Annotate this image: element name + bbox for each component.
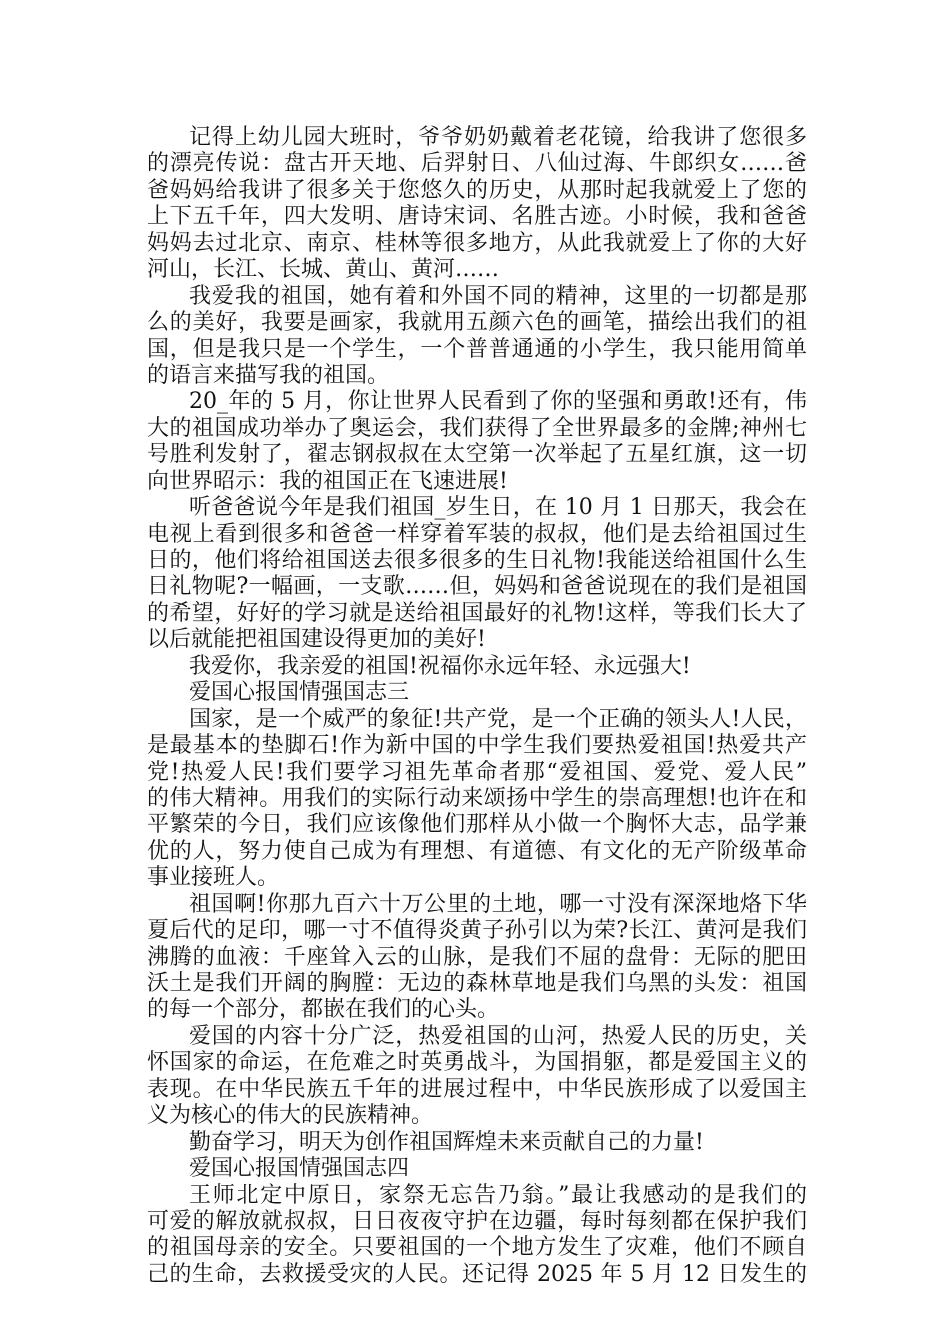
text-line: 河山，长江、长城、黄山、黄河…… bbox=[147, 257, 500, 283]
text-line: 么的美好，我要是画家，我就用五颜六色的画笔，描绘出我们的祖 bbox=[147, 310, 807, 336]
text-line: 可爱的解放就叔叔，日日夜夜守护在边疆，每时每刻都在保护我们 bbox=[147, 1208, 807, 1234]
text-line: 事业接班人。 bbox=[147, 865, 280, 891]
text-line: 夏后代的足印，哪一寸不值得炎黄子孙引以为荣?长江、黄河是我们 bbox=[147, 918, 807, 944]
text-line: 的每一个部分，都嵌在我们的心头。 bbox=[147, 997, 500, 1023]
text-line: 爸妈妈给我讲了很多关于您悠久的历史，从那时起我就爱上了您的 bbox=[147, 177, 807, 203]
text-line: 电视上看到很多和爸爸一样穿着军装的叔叔，他们是去给祖国过生 bbox=[147, 521, 807, 547]
text-line: 沸腾的血液：千座耸入云的山脉，是我们不屈的盘骨：无际的肥田 bbox=[147, 944, 807, 970]
text-line: 勤奋学习，明天为创作祖国辉煌未来贡献自己的力量! bbox=[189, 1129, 704, 1155]
text-line: 以后就能把祖国建设得更加的美好! bbox=[147, 627, 486, 653]
text-line: 日的，他们将给祖国送去很多很多的生日礼物!我能送给祖国什么生 bbox=[147, 548, 807, 573]
text-line: 的语言来描写我的祖国。 bbox=[147, 362, 390, 388]
text-line: 国，但是我只是一个学生，一个普普通通的小学生，我只能用简单 bbox=[147, 336, 807, 362]
text-line: 爱国心报国情强国志四 bbox=[189, 1156, 410, 1182]
text-line: 上下五千年，四大发明、唐诗宋词、名胜古迹。小时候，我和爸爸 bbox=[147, 204, 807, 230]
text-line: 日礼物呢?一幅画，一支歌……但，妈妈和爸爸说现在的我们是祖国 bbox=[147, 574, 807, 600]
text-line: 爱国心报国情强国志三 bbox=[189, 680, 410, 706]
text-line: 是最基本的垫脚石!作为新中国的中学生我们要热爱祖国!热爱共产 bbox=[147, 733, 807, 759]
text-line: 怀国家的命运，在危难之时英勇战斗，为国捐躯，都是爱国主义的 bbox=[147, 1050, 807, 1076]
text-line: 优的人，努力使自己成为有理想、有道德、有文化的无产阶级革命 bbox=[147, 838, 807, 864]
text-line: 沃土是我们开阔的胸膛：无边的森林草地是我们乌黑的头发：祖国 bbox=[147, 971, 807, 996]
text-line: 妈妈去过北京、南京、桂林等很多地方，从此我就爱上了你的大好 bbox=[147, 230, 807, 256]
text-line: 的伟大精神。用我们的实际行动来颂扬中学生的崇高理想!也许在和 bbox=[147, 785, 807, 811]
text-line: 国家，是一个威严的象征!共产党，是一个正确的领头人!人民， bbox=[189, 706, 807, 732]
text-line: 王师北定中原日，家祭无忘告乃翁。”最让我感动的是我们的 bbox=[189, 1182, 807, 1208]
text-line: 祖国啊!你那九百六十万公里的土地，哪一寸没有深深地烙下华 bbox=[189, 891, 807, 917]
text-line: 向世界昭示：我的祖国正在飞速进展! bbox=[147, 468, 508, 494]
text-line: 我爱你，我亲爱的祖国!祝福你永远年轻、永远强大! bbox=[189, 653, 691, 679]
text-line: 大的祖国成功举办了奥运会，我们获得了全世界最多的金牌;神州七 bbox=[147, 415, 807, 441]
text-line: 表现。在中华民族五千年的进展过程中，中华民族形成了以爱国主 bbox=[147, 1076, 807, 1102]
text-line: 听爸爸说今年是我们祖国_岁生日，在 10 月 1 日那天，我会在 bbox=[189, 495, 807, 521]
text-line: 党!热爱人民!我们要学习祖先革命者那“爱祖国、爱党、爱人民” bbox=[147, 759, 807, 785]
text-line: 己的生命，去救援受灾的人民。还记得 2025 年 5 月 12 日发生的 bbox=[147, 1261, 807, 1287]
text-line: 的希望，好好的学习就是送给祖国最好的礼物!这样，等我们长大了 bbox=[147, 600, 807, 626]
text-line: 的祖国母亲的安全。只要祖国的一个地方发生了灾难，他们不顾自 bbox=[147, 1235, 807, 1261]
text-line: 义为核心的伟大的民族精神。 bbox=[147, 1103, 434, 1129]
text-line: 20_年的 5 月，你让世界人民看到了你的坚强和勇敢!还有，伟 bbox=[189, 389, 807, 415]
text-line: 记得上幼儿园大班时，爷爷奶奶戴着老花镜，给我讲了您很多 bbox=[189, 125, 807, 150]
document-body bbox=[147, 125, 807, 1288]
text-line: 号胜利发射了，翟志钢叔叔在太空第一次举起了五星红旗，这一切 bbox=[147, 442, 807, 468]
text-line: 的漂亮传说：盘古开天地、后羿射日、八仙过海、牛郎织女……爸 bbox=[147, 151, 807, 177]
text-line: 我爱我的祖国，她有着和外国不同的精神，这里的一切都是那 bbox=[189, 283, 807, 309]
text-line: 平繁荣的今日，我们应该像他们那样从小做一个胸怀大志，品学兼 bbox=[147, 812, 807, 838]
text-line: 爱国的内容十分广泛，热爱祖国的山河，热爱人民的历史，关 bbox=[189, 1023, 807, 1049]
